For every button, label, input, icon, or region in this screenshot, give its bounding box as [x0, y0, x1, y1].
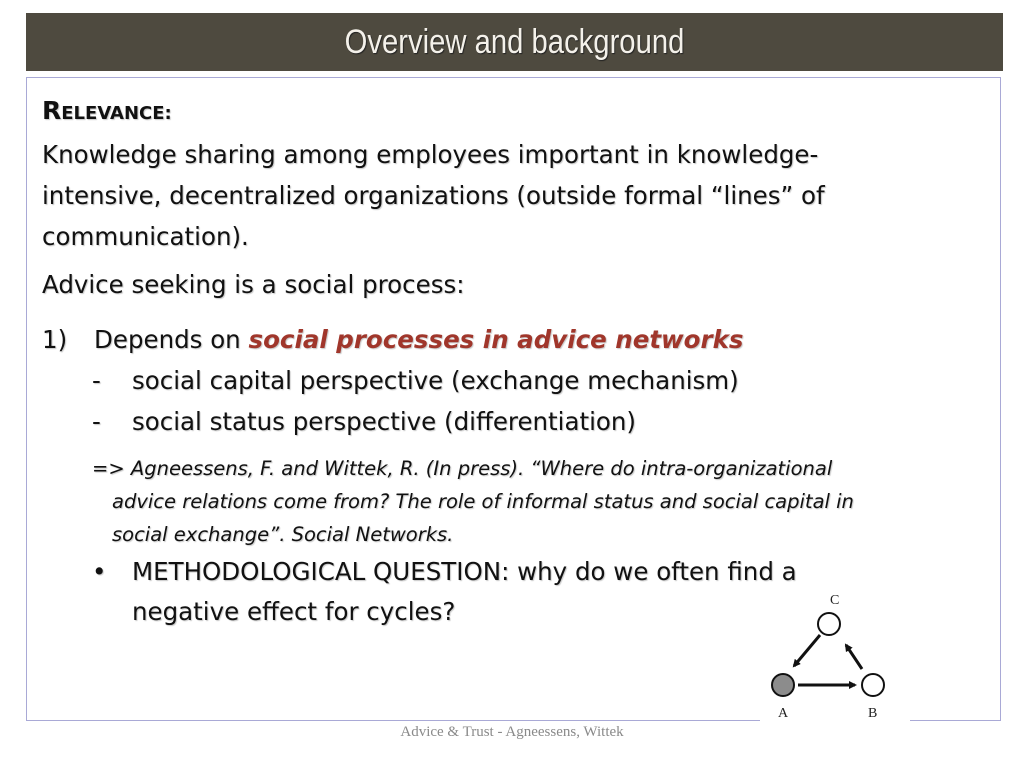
- heading-initial: R: [42, 96, 62, 125]
- relevance-paragraph: [42, 134, 942, 257]
- bullet-line-2: negative effect for cycles?: [132, 597, 456, 626]
- item-emphasis: social processes in advice networks: [248, 325, 744, 354]
- sub-item-social-capital: [92, 366, 739, 395]
- bullet-line-1: METHODOLOGICAL QUESTION: why do we often find a: [132, 557, 797, 586]
- dash-marker: -: [92, 366, 101, 395]
- edge-b-to-c: [846, 645, 862, 669]
- node-c: [818, 613, 840, 635]
- sub-item-text: social capital perspective (exchange mechanism): [132, 366, 739, 395]
- title-bar: [26, 13, 1003, 71]
- numbered-item-1: [42, 325, 743, 354]
- advice-paragraph: Advice seeking is a social process:: [42, 270, 465, 299]
- sub-item-text: social status perspective (differentiation): [132, 407, 636, 436]
- heading-rest: ELEVANCE:: [61, 103, 172, 124]
- node-label-c: C: [830, 593, 840, 608]
- reference-citation: [92, 452, 992, 551]
- item-number: 1): [42, 325, 68, 354]
- dash-marker: -: [92, 407, 101, 436]
- paragraph-line-1: Knowledge sharing among employees important in knowledge-: [42, 140, 819, 169]
- methodological-bullet: [92, 552, 797, 632]
- sub-item-social-status: [92, 407, 636, 436]
- paragraph-line-3: communication).: [42, 222, 249, 251]
- edge-c-to-a: [794, 635, 820, 666]
- item-text: Depends on: [94, 325, 249, 354]
- paragraph-line-2: intensive, decentralized organizations (outside formal “lines” of: [42, 181, 825, 210]
- bullet-marker: •: [92, 557, 107, 586]
- node-label-a: A: [778, 706, 789, 721]
- reference-line-3: social exchange”. Social Networks.: [112, 523, 454, 546]
- reference-line-2: advice relations come from? The role of informal status and social capital in: [112, 490, 854, 513]
- cycle-diagram: [760, 588, 910, 722]
- relevance-heading: [42, 96, 172, 125]
- slide-footer: Advice & Trust - Agneessens, Wittek: [400, 724, 624, 740]
- node-label-b: B: [868, 706, 878, 721]
- slide-title: Overview and background: [344, 22, 685, 61]
- node-b: [862, 674, 884, 696]
- reference-line-1: => Agneessens, F. and Wittek, R. (In press). “Where do intra-organizational: [92, 457, 833, 480]
- node-a: [772, 674, 794, 696]
- cycle-diagram-svg: [760, 588, 910, 722]
